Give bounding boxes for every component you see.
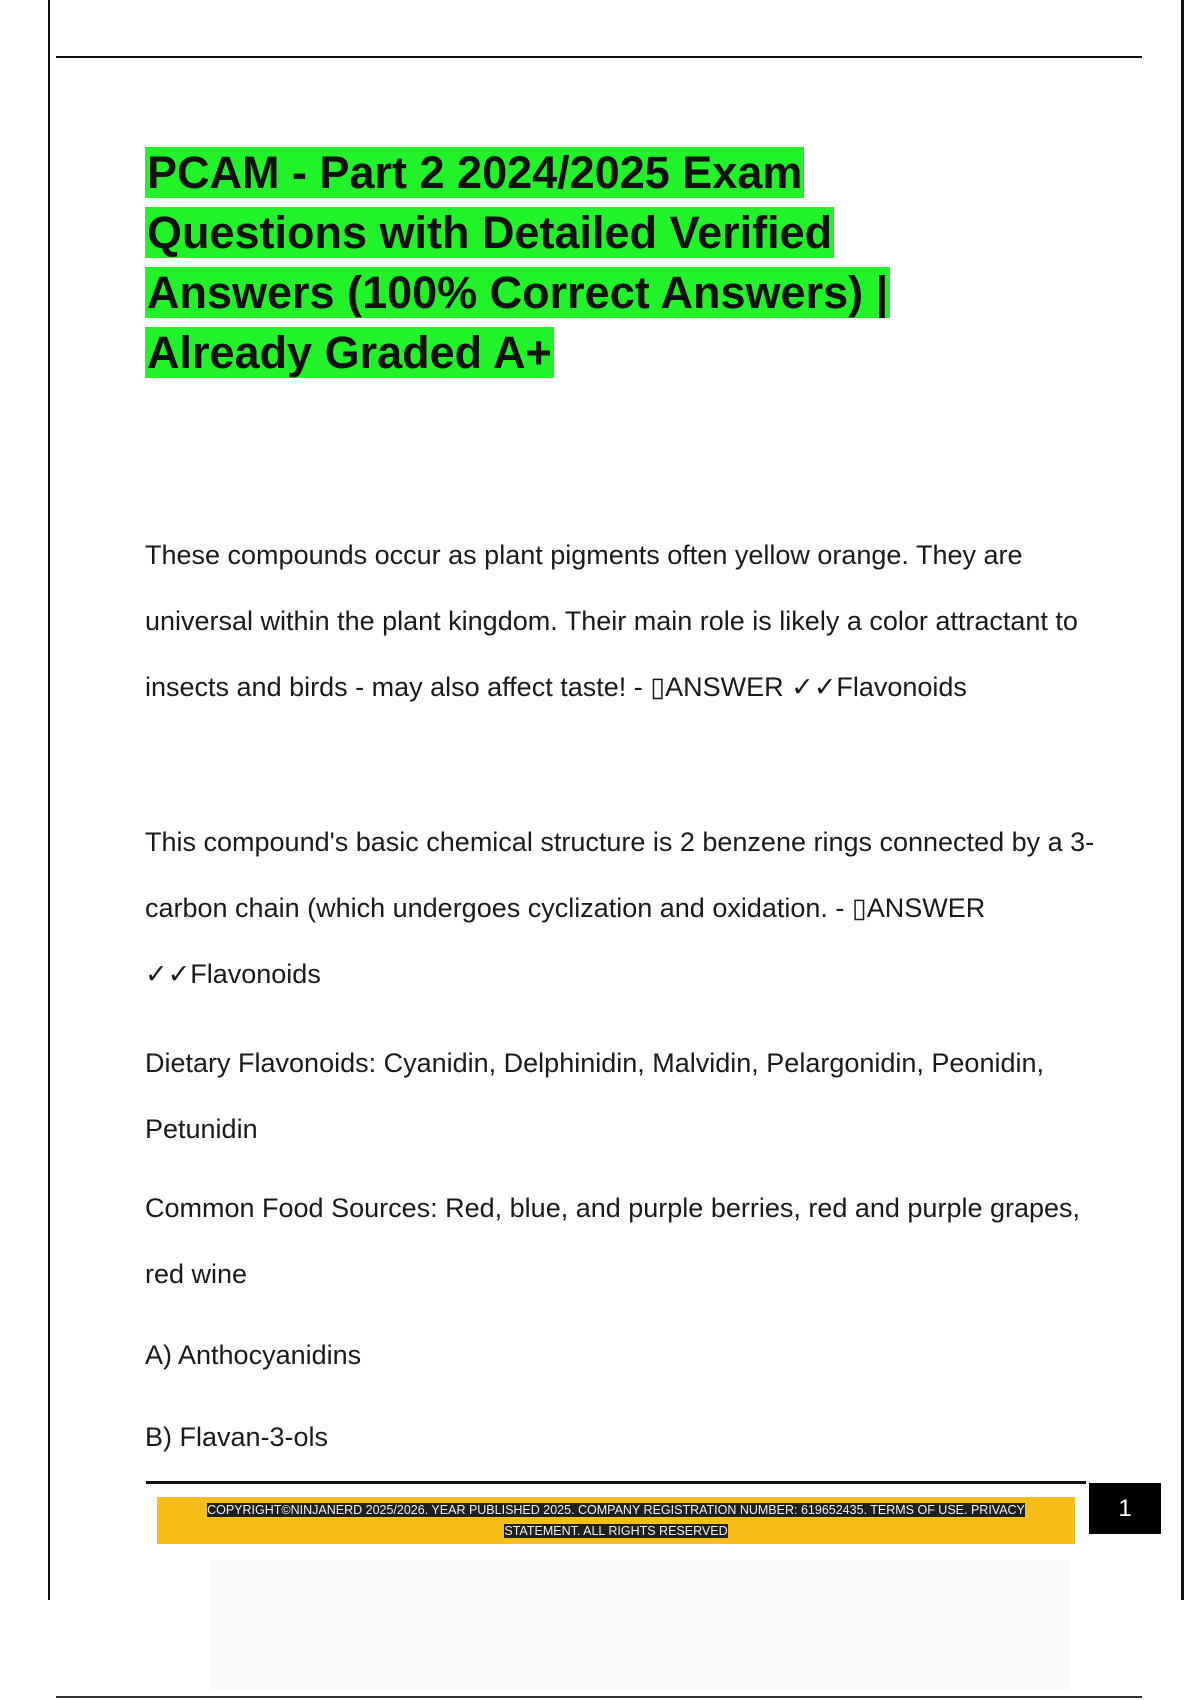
- dietary-flavonoids-text: Dietary Flavonoids: Cyanidin, Delphinidin, Malvidin, Pelargonidin, Peonidin, Petunidin: [145, 1048, 1044, 1144]
- copyright-line-2: STATEMENT. ALL RIGHTS RESERVED: [504, 1524, 728, 1538]
- next-page-rule: [56, 1696, 1142, 1698]
- option-a: A) Anthocyanidins: [145, 1340, 362, 1370]
- header-rule: [56, 56, 1142, 58]
- page-left-border: [48, 0, 50, 1600]
- food-sources-text: Common Food Sources: Red, blue, and purple berries, red and purple grapes, red wine: [145, 1193, 1081, 1289]
- copyright-notice: [170, 1500, 1062, 1542]
- title-highlight: PCAM - Part 2 2024/2025 Exam Questions with Detailed Verified Answers (100% Correct Answers) | Already Graded A+: [147, 147, 889, 378]
- question-1: These compounds occur as plant pigments often yellow orange. They are universal within the plant kingdom. Their main role is likely a color attractant to insects and birds - may also affect taste! - ▯ANSWER ✓✓Flavonoids: [145, 540, 1078, 702]
- document-title: [145, 143, 1025, 383]
- option-b: B) Flavan-3-ols: [145, 1422, 329, 1452]
- faded-page-area: [210, 1560, 1070, 1690]
- copyright-line-1: COPYRIGHT©NINJANERD 2025/2026. YEAR PUBLISHED 2025. COMPANY REGISTRATION NUMBER: 619652435. TERMS OF USE. PRIVACY: [207, 1503, 1025, 1517]
- footer-rule: [146, 1481, 1086, 1484]
- question-2: This compound's basic chemical structure is 2 benzene rings connected by a 3-carbon chain (which undergoes cyclization and oxidation. - ▯ANSWER ✓✓Flavonoids: [145, 827, 1095, 989]
- page-number: 1: [1089, 1483, 1161, 1534]
- page-right-border: [1181, 0, 1184, 1600]
